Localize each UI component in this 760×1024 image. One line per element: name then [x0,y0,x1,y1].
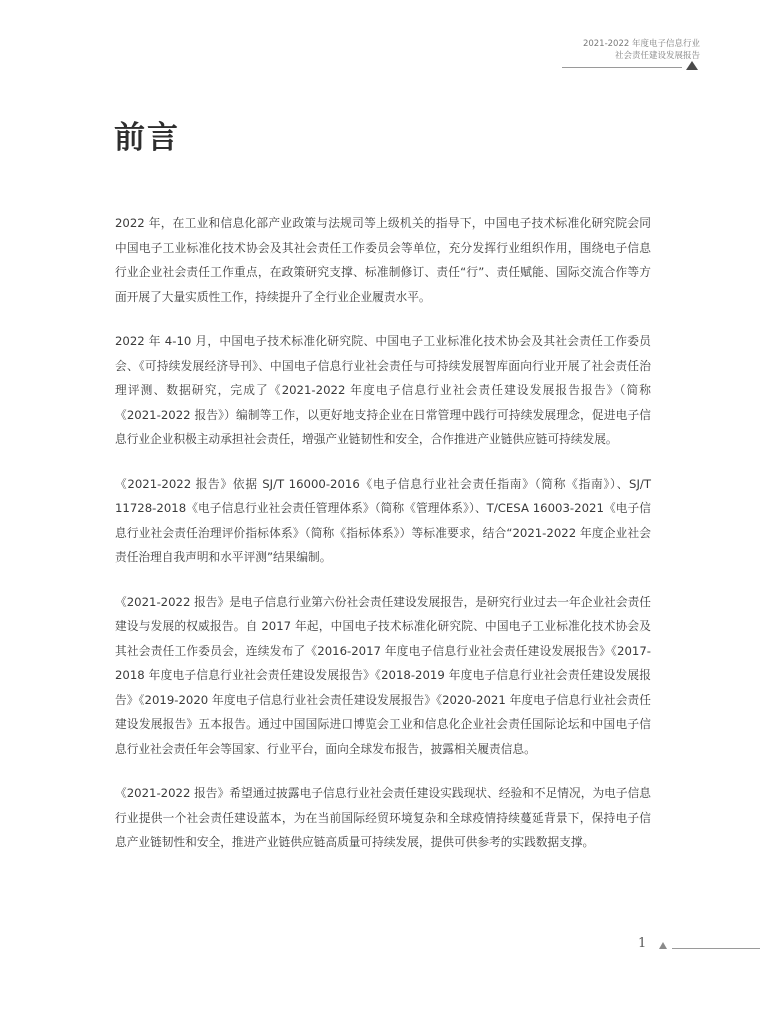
running-header [500,38,700,62]
footer-triangle-icon [659,942,667,949]
paragraph-3: 《2021-2022 报告》依据 SJ/T 16000-2016《电子信息行业社会责任指南》（简称《指南》）、SJ/T 11728-2018《电子信息行业社会责任管理体系》（简称《管理体系》）、T/CESA 16003-2021《电子信息行业社会责任治理评价指标体系》（简称《指标体系》）等标准要求，结合“2021-2022 年度企业社会责任治理自我声明和水平评测”结果编制。 [115,476,651,564]
footer-rule [672,948,760,949]
page-number: 1 [638,936,647,951]
page-title: 前言 [114,120,180,156]
page-footer [0,930,760,960]
header-line-2: 社会责任建设发展报告 [614,51,700,61]
header-rule [562,67,682,68]
header-line-1: 2021-2022 年度电子信息行业 [582,39,700,49]
paragraph-2: 2022 年 4-10 月，中国电子技术标准化研究院、中国电子工业标准化技术协会及其社会责任工作委员会、《可持续发展经济导刊》、中国电子信息行业社会责任与可持续发展智库面向行业开展了社会责任治理评测、数据研究，完成了《2021-2022 年度电子信息行业社会责任建设发展报告报告》（简称《2021-2022 报告》）编制等工作，以更好地支持企业在日常管理中践行可持续发展理念，促进电子信息行业企业积极主动承担社会责任，增强产业链韧性和安全，合作推进产业链供应链可持续发展。 [115,334,651,446]
paragraph-4: 《2021-2022 报告》是电子信息行业第六份社会责任建设发展报告，是研究行业过去一年企业社会责任建设与发展的权威报告。自 2017 年起，中国电子技术标准化研究院、中国电子工业标准化技术协会及其社会责任工作委员会，连续发布了《2016-2017 年度电子信息行业社会责任建设发展报告》《2017-2018 年度电子信息行业社会责任建设发展报告》《2018-2019 年度电子信息行业社会责任建设发展报告》《2019-2020 年度电子信息行业社会责任建设发展报告》《2020-2021 年度电子信息行业社会责任建设发展报告》五本报告。通过中国国际进口博览会工业和信息化企业社会责任国际论坛和中国电子信息行业社会责任年会等国家、行业平台，面向全球发布报告，披露相关履责信息。 [115,594,651,756]
header-triangle-icon [686,61,698,70]
body-text [115,211,651,875]
paragraph-5: 《2021-2022 报告》希望通过披露电子信息行业社会责任建设实践现状、经验和不足情况，为电子信息行业提供一个社会责任建设蓝本，为在当前国际经贸环境复杂和全球疫情持续蔓延背景下，保持电子信息产业链韧性和安全，推进产业链供应链高质量可持续发展，提供可供参考的实践数据支撑。 [115,786,651,849]
paragraph-1: 2022 年，在工业和信息化部产业政策与法规司等上级机关的指导下，中国电子技术标准化研究院会同中国电子工业标准化技术协会及其社会责任工作委员会等单位，充分发挥行业组织作用，围绕电子信息行业企业社会责任工作重点，在政策研究支撑、标准制修订、责任“行”、责任赋能、国际交流合作等方面开展了大量实质性工作，持续提升了全行业企业履责水平。 [115,216,651,304]
